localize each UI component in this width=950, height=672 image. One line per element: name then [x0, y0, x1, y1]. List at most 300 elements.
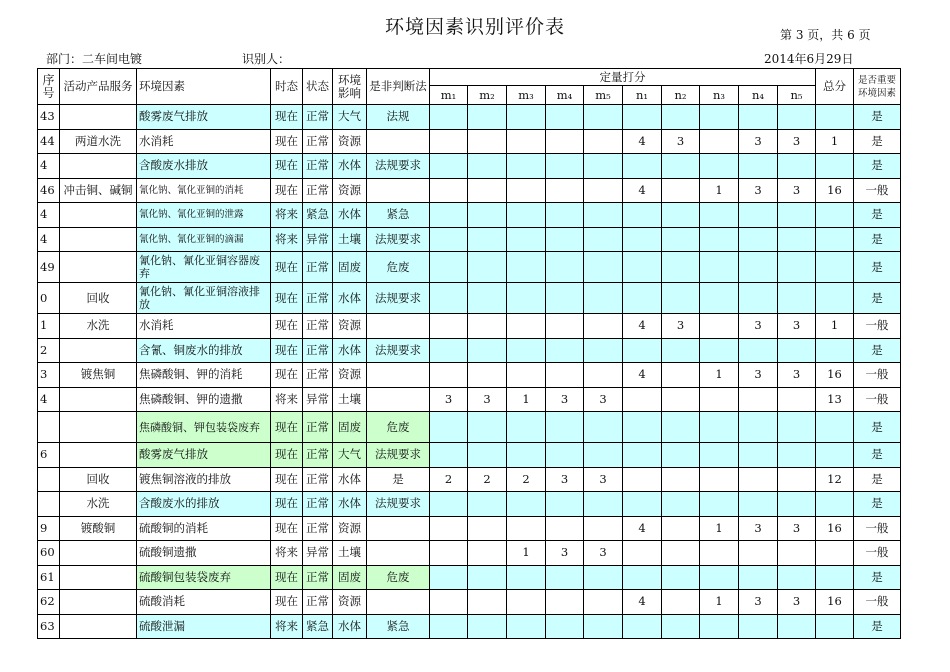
cell-sig: 是: [854, 614, 901, 639]
cell-factor: 焦磷酸铜、钾的消耗: [137, 363, 271, 388]
cell-n5: [778, 614, 816, 639]
cell-impact: 水体: [333, 203, 367, 228]
cell-n5: [778, 412, 816, 443]
cell-n4: [739, 492, 778, 517]
cell-activity: 回收: [60, 467, 137, 492]
table-row: [38, 227, 901, 252]
sheet-date: 2014年6月29日: [764, 52, 854, 66]
cell-n3: 1: [700, 516, 739, 541]
cell-n3: 1: [700, 590, 739, 615]
cell-n5: 3: [778, 363, 816, 388]
cell-m2: [468, 227, 507, 252]
cell-m2: 3: [468, 387, 507, 412]
cell-m2: [468, 338, 507, 363]
cell-m1: [430, 105, 468, 130]
cell-factor: 焦磷酸铜、钾的遗撒: [137, 387, 271, 412]
table-row: [38, 178, 901, 203]
cell-m5: [584, 338, 623, 363]
cell-tense: 现在: [271, 252, 303, 283]
department-label: 部门：二车间电镀: [46, 52, 143, 66]
cell-n2: [662, 590, 700, 615]
cell-n4: [739, 565, 778, 590]
cell-n4: [739, 154, 778, 179]
cell-seq: 1: [38, 314, 60, 339]
sheet-title: 环境因素识别评价表: [384, 16, 565, 38]
cell-m3: [507, 178, 546, 203]
cell-total: [816, 412, 854, 443]
cell-n3: [700, 105, 739, 130]
cell-state: 紧急: [303, 614, 333, 639]
cell-m3: [507, 252, 546, 283]
cell-tense: 现在: [271, 443, 303, 468]
cell-factor: 硫酸铜的消耗: [137, 516, 271, 541]
cell-m3: [507, 227, 546, 252]
cell-seq: 9: [38, 516, 60, 541]
cell-n3: [700, 252, 739, 283]
cell-impact: 固废: [333, 252, 367, 283]
cell-judge: 法规: [367, 105, 430, 130]
cell-total: 1: [816, 129, 854, 154]
cell-judge: 法规要求: [367, 492, 430, 517]
cell-impact: 水体: [333, 283, 367, 314]
cell-activity: 两道水洗: [60, 129, 137, 154]
cell-sig: 是: [854, 412, 901, 443]
cell-sig: 是: [854, 443, 901, 468]
cell-sig: 是: [854, 105, 901, 130]
cell-sig: 一般: [854, 516, 901, 541]
cell-n5: [778, 443, 816, 468]
cell-n1: 4: [623, 363, 662, 388]
cell-n2: [662, 443, 700, 468]
cell-m1: [430, 154, 468, 179]
cell-impact: 资源: [333, 314, 367, 339]
table-body: [38, 105, 901, 639]
cell-tense: 将来: [271, 387, 303, 412]
cell-m2: [468, 590, 507, 615]
col-impact: 环境影响: [333, 69, 367, 105]
cell-sig: 是: [854, 203, 901, 228]
cell-n5: [778, 387, 816, 412]
cell-judge: [367, 178, 430, 203]
cell-n1: [623, 227, 662, 252]
identifier-label: 识别人：: [242, 52, 291, 66]
cell-m5: [584, 516, 623, 541]
cell-seq: 62: [38, 590, 60, 615]
cell-judge: 紧急: [367, 203, 430, 228]
cell-state: 异常: [303, 227, 333, 252]
cell-n4: [739, 252, 778, 283]
cell-n3: [700, 467, 739, 492]
cell-m1: [430, 178, 468, 203]
cell-m2: [468, 283, 507, 314]
cell-state: 正常: [303, 283, 333, 314]
cell-factor: 氰化钠、氰化亚铜的消耗: [137, 178, 271, 203]
cell-seq: 49: [38, 252, 60, 283]
cell-state: 紧急: [303, 203, 333, 228]
cell-judge: [367, 590, 430, 615]
cell-m1: [430, 614, 468, 639]
cell-impact: 大气: [333, 105, 367, 130]
cell-n1: 4: [623, 314, 662, 339]
cell-judge: 危废: [367, 252, 430, 283]
cell-m4: [546, 203, 584, 228]
cell-factor: 硫酸泄漏: [137, 614, 271, 639]
col-seq: 序号: [38, 69, 60, 105]
cell-m2: [468, 614, 507, 639]
cell-n4: 3: [739, 314, 778, 339]
cell-m3: [507, 565, 546, 590]
cell-n4: [739, 387, 778, 412]
cell-n4: [739, 443, 778, 468]
cell-m4: [546, 227, 584, 252]
cell-state: 正常: [303, 467, 333, 492]
cell-judge: 危废: [367, 412, 430, 443]
cell-m5: [584, 105, 623, 130]
cell-m1: [430, 565, 468, 590]
cell-judge: 法规要求: [367, 283, 430, 314]
cell-m3: [507, 105, 546, 130]
cell-n4: 3: [739, 129, 778, 154]
cell-tense: 现在: [271, 154, 303, 179]
cell-n3: [700, 492, 739, 517]
col-m1: m₁: [430, 86, 468, 105]
cell-n2: [662, 227, 700, 252]
cell-sig: 是: [854, 338, 901, 363]
col-m5: m₅: [584, 86, 623, 105]
cell-sig: 一般: [854, 541, 901, 566]
cell-activity: 镀酸铜: [60, 516, 137, 541]
cell-m5: 3: [584, 541, 623, 566]
cell-sig: 一般: [854, 363, 901, 388]
col-significant: 是否重要环境因素: [854, 69, 901, 105]
cell-factor: 焦磷酸铜、钾包装袋废弃: [137, 412, 271, 443]
cell-total: [816, 105, 854, 130]
cell-m5: [584, 252, 623, 283]
cell-m5: [584, 614, 623, 639]
cell-seq: 46: [38, 178, 60, 203]
cell-n5: [778, 227, 816, 252]
cell-n3: [700, 412, 739, 443]
cell-impact: 资源: [333, 590, 367, 615]
cell-judge: 法规要求: [367, 154, 430, 179]
cell-activity: [60, 541, 137, 566]
cell-m3: 1: [507, 541, 546, 566]
cell-n4: [739, 283, 778, 314]
cell-n1: [623, 338, 662, 363]
col-state: 状态: [303, 69, 333, 105]
cell-m1: [430, 443, 468, 468]
cell-seq: 63: [38, 614, 60, 639]
cell-tense: 现在: [271, 467, 303, 492]
cell-m2: [468, 541, 507, 566]
cell-seq: 4: [38, 154, 60, 179]
cell-m3: [507, 363, 546, 388]
cell-n3: [700, 387, 739, 412]
cell-m5: [584, 227, 623, 252]
cell-n1: 4: [623, 590, 662, 615]
cell-state: 正常: [303, 154, 333, 179]
cell-impact: 固废: [333, 565, 367, 590]
cell-judge: [367, 129, 430, 154]
cell-n5: [778, 203, 816, 228]
cell-n2: [662, 565, 700, 590]
cell-m2: [468, 492, 507, 517]
cell-tense: 现在: [271, 565, 303, 590]
cell-m1: [430, 338, 468, 363]
cell-tense: 现在: [271, 412, 303, 443]
cell-sig: 是: [854, 492, 901, 517]
cell-tense: 现在: [271, 129, 303, 154]
cell-factor: 水消耗: [137, 314, 271, 339]
cell-tense: 将来: [271, 614, 303, 639]
cell-factor: 镀焦铜溶液的排放: [137, 467, 271, 492]
cell-sig: 是: [854, 283, 901, 314]
cell-tense: 将来: [271, 203, 303, 228]
cell-n4: [739, 338, 778, 363]
cell-m1: 2: [430, 467, 468, 492]
cell-n4: [739, 614, 778, 639]
cell-m2: 2: [468, 467, 507, 492]
cell-tense: 现在: [271, 314, 303, 339]
cell-m3: 2: [507, 467, 546, 492]
col-m4: m₄: [546, 86, 584, 105]
cell-n3: [700, 154, 739, 179]
table-row: [38, 443, 901, 468]
cell-total: [816, 252, 854, 283]
cell-n4: [739, 203, 778, 228]
cell-sig: 是: [854, 129, 901, 154]
cell-m4: 3: [546, 541, 584, 566]
cell-n2: [662, 387, 700, 412]
table-row: [38, 338, 901, 363]
cell-n5: [778, 541, 816, 566]
cell-activity: [60, 565, 137, 590]
cell-impact: 土壤: [333, 541, 367, 566]
cell-n1: [623, 467, 662, 492]
cell-tense: 将来: [271, 227, 303, 252]
cell-total: [816, 614, 854, 639]
cell-factor: 硫酸铜包装袋废弃: [137, 565, 271, 590]
cell-n5: [778, 283, 816, 314]
cell-tense: 现在: [271, 178, 303, 203]
cell-activity: [60, 105, 137, 130]
cell-n1: [623, 252, 662, 283]
cell-state: 异常: [303, 387, 333, 412]
cell-m5: [584, 363, 623, 388]
table-row: [38, 541, 901, 566]
cell-state: 正常: [303, 129, 333, 154]
cell-m3: [507, 314, 546, 339]
cell-sig: 一般: [854, 178, 901, 203]
cell-sig: 是: [854, 467, 901, 492]
cell-n4: [739, 412, 778, 443]
cell-state: 正常: [303, 178, 333, 203]
cell-impact: 水体: [333, 338, 367, 363]
cell-n4: 3: [739, 590, 778, 615]
cell-n5: 3: [778, 314, 816, 339]
cell-n2: [662, 614, 700, 639]
cell-tense: 现在: [271, 105, 303, 130]
cell-activity: 水洗: [60, 492, 137, 517]
cell-n5: 3: [778, 516, 816, 541]
table-row: [38, 492, 901, 517]
cell-impact: 资源: [333, 129, 367, 154]
cell-m4: [546, 283, 584, 314]
cell-m4: [546, 178, 584, 203]
cell-n3: [700, 541, 739, 566]
table-row: [38, 467, 901, 492]
cell-total: [816, 565, 854, 590]
cell-m2: [468, 129, 507, 154]
cell-n1: [623, 614, 662, 639]
cell-m3: [507, 283, 546, 314]
col-n1: n₁: [623, 86, 662, 105]
cell-m2: [468, 363, 507, 388]
cell-n2: [662, 467, 700, 492]
cell-n2: [662, 105, 700, 130]
cell-m4: [546, 412, 584, 443]
cell-m1: [430, 541, 468, 566]
cell-seq: [38, 492, 60, 517]
cell-n1: 4: [623, 178, 662, 203]
col-tense: 时态: [271, 69, 303, 105]
cell-activity: [60, 614, 137, 639]
cell-seq: 2: [38, 338, 60, 363]
cell-n2: 3: [662, 129, 700, 154]
table-row: [38, 283, 901, 314]
cell-impact: 土壤: [333, 227, 367, 252]
cell-judge: [367, 541, 430, 566]
cell-activity: [60, 252, 137, 283]
cell-total: 16: [816, 590, 854, 615]
cell-n2: [662, 338, 700, 363]
cell-total: [816, 154, 854, 179]
cell-n3: [700, 129, 739, 154]
cell-m1: [430, 203, 468, 228]
table-row: [38, 203, 901, 228]
cell-m2: [468, 565, 507, 590]
cell-m4: 3: [546, 387, 584, 412]
cell-judge: 是: [367, 467, 430, 492]
cell-m4: [546, 565, 584, 590]
col-judge: 是非判断法: [367, 69, 430, 105]
cell-seq: 6: [38, 443, 60, 468]
table-row: [38, 105, 901, 130]
cell-tense: 现在: [271, 492, 303, 517]
cell-m2: [468, 443, 507, 468]
cell-judge: [367, 516, 430, 541]
cell-m1: [430, 252, 468, 283]
cell-tense: 现在: [271, 590, 303, 615]
cell-m4: [546, 614, 584, 639]
cell-n2: [662, 363, 700, 388]
cell-m4: [546, 516, 584, 541]
cell-n2: [662, 492, 700, 517]
cell-m3: [507, 443, 546, 468]
cell-m3: [507, 492, 546, 517]
cell-state: 正常: [303, 492, 333, 517]
cell-sig: 是: [854, 565, 901, 590]
cell-total: 1: [816, 314, 854, 339]
cell-m3: [507, 614, 546, 639]
cell-judge: 法规要求: [367, 227, 430, 252]
cell-sig: 一般: [854, 314, 901, 339]
cell-m5: [584, 565, 623, 590]
cell-seq: 4: [38, 227, 60, 252]
cell-m2: [468, 314, 507, 339]
col-m3: m₃: [507, 86, 546, 105]
cell-sig: 是: [854, 252, 901, 283]
cell-n5: [778, 154, 816, 179]
cell-activity: [60, 443, 137, 468]
col-factor: 环境因素: [137, 69, 271, 105]
cell-m3: [507, 516, 546, 541]
cell-m1: [430, 227, 468, 252]
cell-n3: 1: [700, 363, 739, 388]
table-row: [38, 314, 901, 339]
cell-m3: [507, 338, 546, 363]
cell-state: 正常: [303, 443, 333, 468]
cell-factor: 氰化钠、氰化亚铜的滴漏: [137, 227, 271, 252]
cell-n1: [623, 541, 662, 566]
cell-state: 异常: [303, 541, 333, 566]
cell-n1: [623, 443, 662, 468]
cell-activity: [60, 154, 137, 179]
cell-m1: 3: [430, 387, 468, 412]
cell-state: 正常: [303, 105, 333, 130]
cell-total: [816, 338, 854, 363]
cell-judge: [367, 387, 430, 412]
cell-seq: 4: [38, 203, 60, 228]
cell-factor: 含酸废水排放: [137, 154, 271, 179]
cell-impact: 水体: [333, 467, 367, 492]
cell-activity: 回收: [60, 283, 137, 314]
cell-impact: 水体: [333, 154, 367, 179]
cell-seq: 60: [38, 541, 60, 566]
cell-m5: 3: [584, 387, 623, 412]
cell-n1: [623, 154, 662, 179]
cell-m4: [546, 252, 584, 283]
cell-n4: [739, 227, 778, 252]
cell-m5: [584, 178, 623, 203]
table-row: [38, 252, 901, 283]
col-n4: n₄: [739, 86, 778, 105]
cell-factor: 酸雾废气排放: [137, 443, 271, 468]
cell-n2: [662, 178, 700, 203]
cell-m3: [507, 154, 546, 179]
table-row: [38, 363, 901, 388]
cell-m1: [430, 283, 468, 314]
cell-n5: 3: [778, 178, 816, 203]
cell-n1: [623, 565, 662, 590]
cell-n2: [662, 203, 700, 228]
cell-sig: 是: [854, 154, 901, 179]
table-row: [38, 387, 901, 412]
cell-n2: [662, 283, 700, 314]
cell-m2: [468, 516, 507, 541]
cell-m1: [430, 516, 468, 541]
cell-m2: [468, 412, 507, 443]
cell-factor: 硫酸消耗: [137, 590, 271, 615]
cell-m4: 3: [546, 467, 584, 492]
cell-state: 正常: [303, 590, 333, 615]
cell-m5: [584, 590, 623, 615]
cell-impact: 土壤: [333, 387, 367, 412]
cell-n4: 3: [739, 178, 778, 203]
cell-m2: [468, 105, 507, 130]
cell-n3: [700, 338, 739, 363]
cell-n4: 3: [739, 516, 778, 541]
